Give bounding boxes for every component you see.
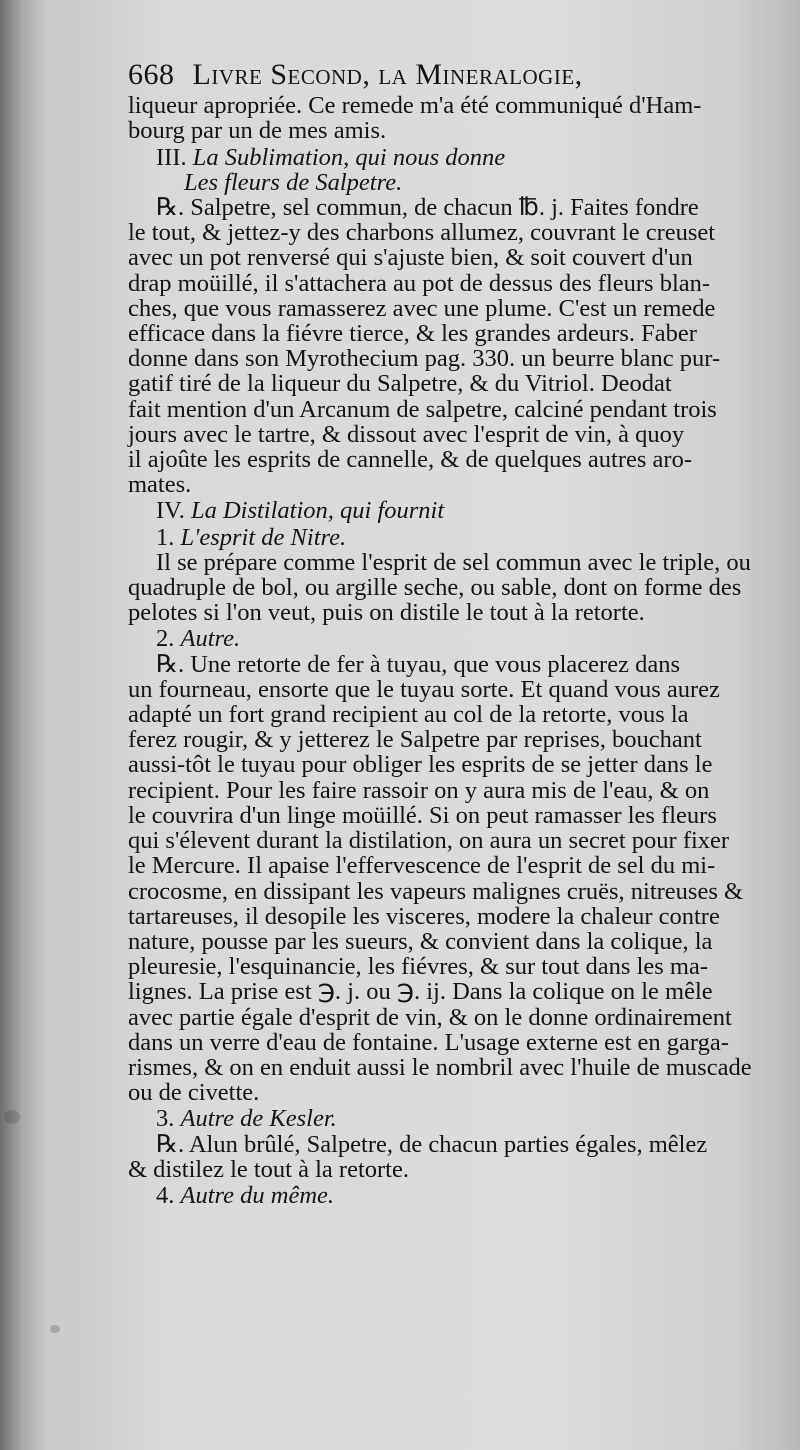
text-line: qui s'élevent durant la distilation, on aura un secret pour fixer — [128, 827, 730, 855]
text-line: drap moüillé, il s'attachera au pot de dessus des fleurs blan- — [128, 269, 711, 297]
text-line: quadruple de bol, ou argille seche, ou sable, dont on forme des — [128, 574, 742, 602]
text-line: efficace dans la fiévre tierce, & les grandes ardeurs. Faber — [128, 320, 697, 348]
section-title: Autre de Kesler. — [180, 1105, 337, 1133]
page-number: 668 — [128, 58, 175, 91]
section-heading — [128, 145, 788, 170]
text-line: aussi-tôt le tuyau pour obliger les esprits de se jetter dans le — [128, 751, 713, 779]
page-text-block — [128, 58, 788, 1209]
section-number: 4. — [156, 1181, 181, 1209]
text-line: bourg par un de mes amis. — [128, 117, 387, 145]
ink-smudge — [50, 1325, 60, 1333]
ink-smudge — [4, 1110, 20, 1124]
section-heading — [128, 626, 788, 651]
text-line: il ajoûte les esprits de cannelle, & de quelques autres aro- — [128, 446, 692, 474]
text-line: le tout, & jettez-y des charbons allumez, couvrant le creuset — [128, 219, 716, 247]
text-line: dans un verre d'eau de fontaine. L'usage externe est en garga- — [128, 1028, 729, 1056]
text-line: ferez rougir, & y jetterez le Salpetre par reprises, bouchant — [128, 726, 702, 754]
section-title: L'esprit de Nitre. — [180, 523, 347, 551]
section-title: La Distilation, qui fournit — [190, 497, 445, 525]
text-line: rismes, & on en enduit aussi le nombril avec l'huile de muscade — [128, 1053, 752, 1081]
text-line: ches, que vous ramasserez avec une plume. C'est un remede — [128, 294, 716, 322]
text-line: avec partie égale d'esprit de vin, & on le donne ordinairement — [128, 1003, 732, 1031]
page-gutter-shadow — [0, 0, 22, 1450]
paragraph-first-line: Il se prépare comme l'esprit de sel commun avec le triple, ou — [156, 548, 751, 576]
text-line: pleuresie, l'esquinancie, les fiévres, & sur tout dans les ma- — [128, 953, 708, 981]
text-line: recipient. Pour les faire rassoir on y aura mis de l'eau, & on — [128, 776, 710, 804]
text-line: crocosme, en dissipant les vapeurs malignes cruës, nitreuses & — [128, 877, 744, 905]
section-title: La Sublimation, qui nous donne — [192, 143, 506, 171]
text-line: avec un pot renversé qui s'ajuste bien, & soit couvert d'un — [128, 244, 693, 272]
text-line: jours avec le tartre, & dissout avec l'esprit de vin, à quoy — [128, 420, 685, 448]
text-line: liqueur apropriée. Ce remede m'a été communiqué d'Ham- — [128, 92, 702, 120]
text-line: un fourneau, ensorte que le tuyau sorte. Et quand vous aurez — [128, 675, 720, 703]
section-heading — [128, 525, 788, 550]
text-line: adapté un fort grand recipient au col de la retorte, vous la — [128, 701, 689, 729]
text-line: tartareuses, il desopile les visceres, modere la chaleur contre — [128, 902, 720, 930]
section-number: IV. — [156, 497, 191, 525]
running-header — [128, 58, 788, 91]
text-line: donne dans son Myrothecium pag. 330. un beurre blanc pur- — [128, 345, 721, 373]
section-title: Autre. — [180, 625, 241, 653]
text-line: pelotes si l'on veut, puis on distile le tout à la retorte. — [128, 599, 645, 627]
section-number: 2. — [156, 625, 181, 653]
text-line: le couvrira d'un linge moüillé. Si on peut ramasser les fleurs — [128, 801, 717, 829]
paragraph-first-line: ℞. Alun brûlé, Salpetre, de chacun parties égales, mêlez — [156, 1130, 708, 1158]
section-heading — [128, 1106, 788, 1131]
text-line: mates. — [128, 471, 192, 499]
text-line: nature, pousse par les sueurs, & convient dans la colique, la — [128, 927, 713, 955]
section-subheading: Les fleurs de Salpetre. — [184, 168, 403, 196]
text-line: le Mercure. Il apaise l'effervescence de l'esprit de sel du mi- — [128, 852, 716, 880]
text-line: & distilez le tout à la retorte. — [128, 1155, 409, 1183]
body-text — [128, 93, 788, 1208]
paragraph-first-line: ℞. Une retorte de fer à tuyau, que vous placerez dans — [156, 650, 680, 678]
section-heading — [128, 1183, 788, 1208]
section-title: Autre du même. — [180, 1181, 335, 1209]
section-number: III. — [156, 143, 193, 171]
text-line: fait mention d'un Arcanum de salpetre, calciné pendant trois — [128, 395, 717, 423]
text-line: lignes. La prise est ℈. j. ou ℈. ij. Dans la colique on le mêle — [128, 978, 713, 1006]
text-line: gatif tiré de la liqueur du Salpetre, & du Vitriol. Deodat — [128, 370, 672, 398]
text-line: ou de civette. — [128, 1079, 260, 1107]
section-number: 1. — [156, 523, 181, 551]
section-number: 3. — [156, 1105, 181, 1133]
running-title: Livre Second, la Mineralogie, — [192, 58, 583, 91]
section-heading — [128, 498, 788, 523]
paragraph-first-line: ℞. Salpetre, sel commun, de chacun ℔. j. Faites fondre — [156, 194, 699, 222]
